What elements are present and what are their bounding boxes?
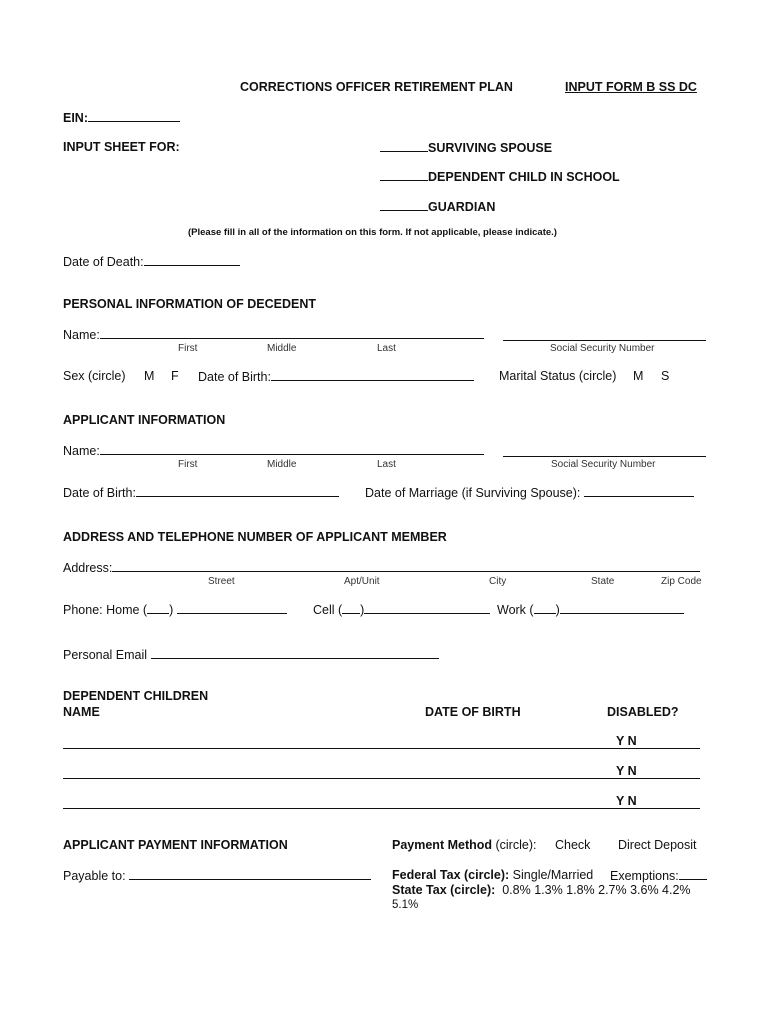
- method-label-bold: Payment Method: [392, 838, 493, 852]
- input-sheet-label: INPUT SHEET FOR:: [63, 140, 180, 154]
- checkline: [380, 169, 428, 181]
- dob-label: Date of Birth:: [63, 486, 136, 500]
- applicant-name-field[interactable]: [63, 443, 484, 458]
- name-label: Name:: [63, 328, 100, 342]
- ssn-caption: Social Security Number: [550, 343, 655, 354]
- applicant-dob-field[interactable]: [63, 485, 339, 500]
- address-part-city: City: [489, 576, 507, 587]
- address-part-state: State: [591, 576, 615, 587]
- marital-option-s[interactable]: S: [661, 369, 670, 383]
- ssn-caption: Social Security Number: [551, 459, 656, 470]
- name-part-middle: Middle: [267, 343, 297, 354]
- state-tax-row[interactable]: [392, 883, 691, 897]
- dependent-row-line[interactable]: [63, 808, 700, 809]
- phone-cell-field[interactable]: Cell ( ): [313, 602, 490, 617]
- address-label: Address:: [63, 561, 113, 575]
- date-of-marriage-field[interactable]: [365, 485, 694, 500]
- name-part-first: First: [178, 459, 198, 470]
- col-dob: DATE OF BIRTH: [425, 705, 521, 719]
- payment-heading: APPLICANT PAYMENT INFORMATION: [63, 838, 288, 852]
- dependents-heading: DEPENDENT CHILDREN: [63, 689, 209, 703]
- ein-field[interactable]: [63, 110, 180, 125]
- area-code-line: [147, 602, 169, 614]
- work-label: Work (: [497, 603, 534, 617]
- yn-option[interactable]: Y N: [616, 794, 637, 808]
- state-tax-option-cont[interactable]: 5.1%: [392, 899, 419, 911]
- phone-home-label: Phone: Home (: [63, 603, 148, 617]
- phone-work-field[interactable]: Work ( ): [497, 602, 684, 617]
- address-field[interactable]: [63, 560, 700, 575]
- decedent-name-field[interactable]: [63, 327, 484, 342]
- phone-home-field[interactable]: Phone: Home ( ): [63, 602, 287, 617]
- applicant-heading: APPLICANT INFORMATION: [63, 413, 226, 427]
- sex-option-f[interactable]: F: [171, 369, 179, 383]
- email-field[interactable]: [63, 647, 439, 662]
- sex-option-m[interactable]: M: [144, 369, 155, 383]
- date-of-death-line: [144, 254, 240, 266]
- marital-status-label: Marital Status (circle): [499, 369, 617, 383]
- name-line: [100, 327, 484, 339]
- yn-option[interactable]: Y N: [616, 764, 637, 778]
- form-title: CORRECTIONS OFFICER RETIREMENT PLAN: [240, 80, 513, 94]
- name-part-last: Last: [377, 343, 396, 354]
- exemptions-field[interactable]: [610, 868, 707, 883]
- option-surviving-spouse[interactable]: [380, 140, 552, 155]
- form-id: INPUT FORM B SS DC: [565, 80, 697, 94]
- payable-to-field[interactable]: [63, 868, 371, 883]
- payment-method-label: [392, 838, 536, 852]
- decedent-sex-label: Sex (circle): [63, 369, 126, 383]
- name-label: Name:: [63, 444, 100, 458]
- exemptions-line: [679, 868, 707, 880]
- dob-label: Date of Birth:: [198, 370, 271, 384]
- address-heading: ADDRESS AND TELEPHONE NUMBER OF APPLICANT MEMBER: [63, 530, 447, 544]
- option-label: SURVIVING SPOUSE: [428, 141, 553, 155]
- payable-label: Payable to:: [63, 869, 126, 883]
- date-of-death-label: Date of Death:: [63, 255, 144, 269]
- payable-line: [129, 868, 371, 880]
- decedent-ssn-line[interactable]: [503, 340, 706, 341]
- ein-line: [88, 110, 180, 122]
- marital-option-m[interactable]: M: [633, 369, 644, 383]
- instructions: (Please fill in all of the information on this form. If not applicable, please indicate.): [188, 227, 557, 238]
- marriage-line: [584, 485, 694, 497]
- col-name: NAME: [63, 705, 100, 719]
- checkline: [380, 140, 428, 152]
- state-tax-options[interactable]: 0.8% 1.3% 1.8% 2.7% 3.6% 4.2%: [502, 883, 691, 897]
- email-line: [151, 647, 439, 659]
- col-disabled: DISABLED?: [607, 705, 679, 719]
- dob-line: [271, 369, 474, 381]
- name-line: [100, 443, 484, 455]
- email-label: Personal Email: [63, 648, 148, 662]
- phone-line: [177, 602, 287, 614]
- dob-line: [136, 485, 339, 497]
- decedent-heading: PERSONAL INFORMATION OF DECEDENT: [63, 297, 317, 311]
- ein-label: EIN:: [63, 111, 88, 125]
- federal-tax-row[interactable]: [392, 868, 593, 882]
- federal-tax-options[interactable]: Single/Married: [512, 868, 594, 882]
- applicant-ssn-line[interactable]: [503, 456, 706, 457]
- yn-option[interactable]: Y N: [616, 734, 637, 748]
- method-option-direct-deposit[interactable]: Direct Deposit: [618, 838, 697, 852]
- option-label: GUARDIAN: [428, 200, 496, 214]
- option-guardian[interactable]: [380, 199, 495, 214]
- method-option-check[interactable]: Check: [555, 838, 591, 852]
- cell-label: Cell (: [313, 603, 343, 617]
- area-code-line: [342, 602, 360, 614]
- method-label-circle: (circle):: [492, 838, 537, 852]
- address-part-street: Street: [208, 576, 235, 587]
- work-line: [560, 602, 684, 614]
- federal-tax-label: Federal Tax (circle):: [392, 868, 510, 882]
- cell-line: [364, 602, 490, 614]
- address-part-zip: Zip Code: [661, 576, 702, 587]
- decedent-dob-field[interactable]: [198, 369, 474, 384]
- address-part-apt: Apt/Unit: [344, 576, 380, 587]
- name-part-middle: Middle: [267, 459, 297, 470]
- area-code-line: [534, 602, 556, 614]
- date-of-death-field[interactable]: [63, 254, 240, 269]
- state-tax-label: State Tax (circle):: [392, 883, 496, 897]
- name-part-first: First: [178, 343, 198, 354]
- marriage-label: Date of Marriage (if Surviving Spouse):: [365, 486, 581, 500]
- option-label: DEPENDENT CHILD IN SCHOOL: [428, 170, 620, 184]
- exemptions-label: Exemptions:: [610, 869, 679, 883]
- checkline: [380, 199, 428, 211]
- name-part-last: Last: [377, 459, 396, 470]
- dependent-row-line[interactable]: [63, 778, 700, 779]
- address-line: [112, 560, 700, 572]
- dependent-row-line[interactable]: [63, 748, 700, 749]
- option-dependent-child[interactable]: [380, 169, 620, 184]
